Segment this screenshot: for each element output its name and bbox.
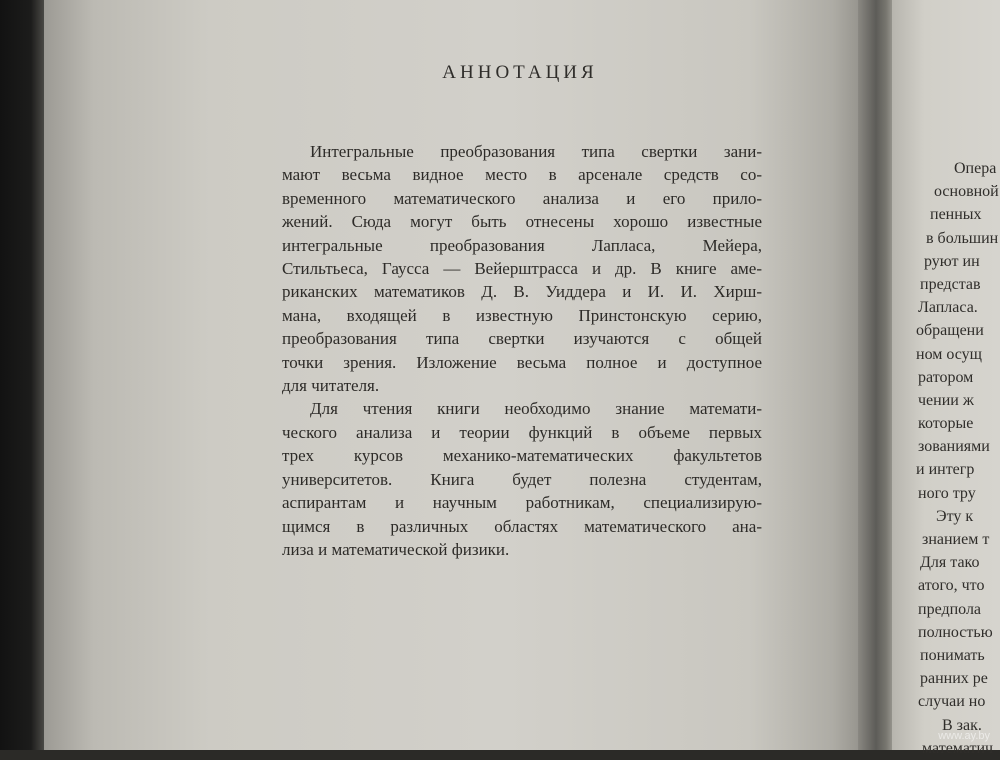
text-line: основной xyxy=(934,183,999,201)
text-line: временного математического анализа и его прило- xyxy=(282,188,762,208)
text-line: ном осущ xyxy=(916,345,982,363)
watermark: www.ay.by xyxy=(938,730,990,742)
text-line: ческого анализа и теории функций в объеме первых xyxy=(282,422,762,442)
page-title: АННОТАЦИЯ xyxy=(442,62,598,83)
text-line: мают весьма видное место в арсенале средств со- xyxy=(282,165,762,185)
text-line: понимать xyxy=(920,646,985,664)
right-page-text xyxy=(910,157,1000,760)
text-line: и интегр xyxy=(916,461,975,479)
text-line: трех курсов механико-математических факультетов xyxy=(282,446,762,466)
text-line: аспирантам и научным работникам, специализирую- xyxy=(282,493,762,513)
text-line: В зак. xyxy=(942,716,982,734)
text-line: Эту к xyxy=(936,507,974,525)
annotation-text xyxy=(282,140,762,561)
text-line: пенных xyxy=(930,206,982,224)
text-line: предпола xyxy=(918,600,982,618)
text-line: Опера xyxy=(954,160,997,177)
text-line: интегральные преобразования Лапласа, Мейера, xyxy=(282,235,762,255)
text-line: щимся в различных областях математического ана- xyxy=(282,516,762,536)
text-line: представ xyxy=(920,275,981,293)
text-line: Для тако xyxy=(920,554,980,572)
text-line: ранних ре xyxy=(920,670,988,688)
text-line: математич xyxy=(922,739,994,757)
text-line: для читателя. xyxy=(282,376,380,396)
text-line: обращени xyxy=(916,322,984,340)
text-line: чении ж xyxy=(918,391,974,409)
text-line: Лапласа. xyxy=(918,299,978,317)
text-line: ного тру xyxy=(918,484,976,502)
text-line: ратором xyxy=(918,368,974,386)
text-line: зованиями xyxy=(918,438,990,456)
book-cover-edge xyxy=(0,0,44,750)
text-line: университетов. Книга будет полезна студентам, xyxy=(282,469,762,489)
text-line: мана, входящей в известную Принстонскую серию, xyxy=(282,305,762,325)
text-line: лиза и математической физики. xyxy=(282,539,510,559)
text-line: атого, что xyxy=(918,577,985,595)
text-line: жений. Сюда могут быть отнесены хорошо известные xyxy=(282,212,762,232)
text-line: в большин xyxy=(926,229,999,247)
text-line: Интегральные преобразования типа свертки зани- xyxy=(310,142,762,161)
text-line: знанием т xyxy=(922,531,990,548)
text-line: преобразования типа свертки изучаются с общей xyxy=(282,329,762,349)
text-line: руют ин xyxy=(924,252,980,270)
text-line: Для чтения книги необходимо знание математи- xyxy=(310,399,762,419)
text-line: Стильтьеса, Гаусса — Вейерштрасса и др. В книге аме- xyxy=(282,259,762,279)
text-line: полностью xyxy=(918,623,993,641)
text-line: которые xyxy=(918,415,974,433)
text-line: случаи но xyxy=(918,693,986,711)
text-line: точки зрения. Изложение весьма полное и доступное xyxy=(282,352,762,372)
text-line: риканских математиков Д. В. Уиддера и И. И. Хирш- xyxy=(282,282,762,302)
